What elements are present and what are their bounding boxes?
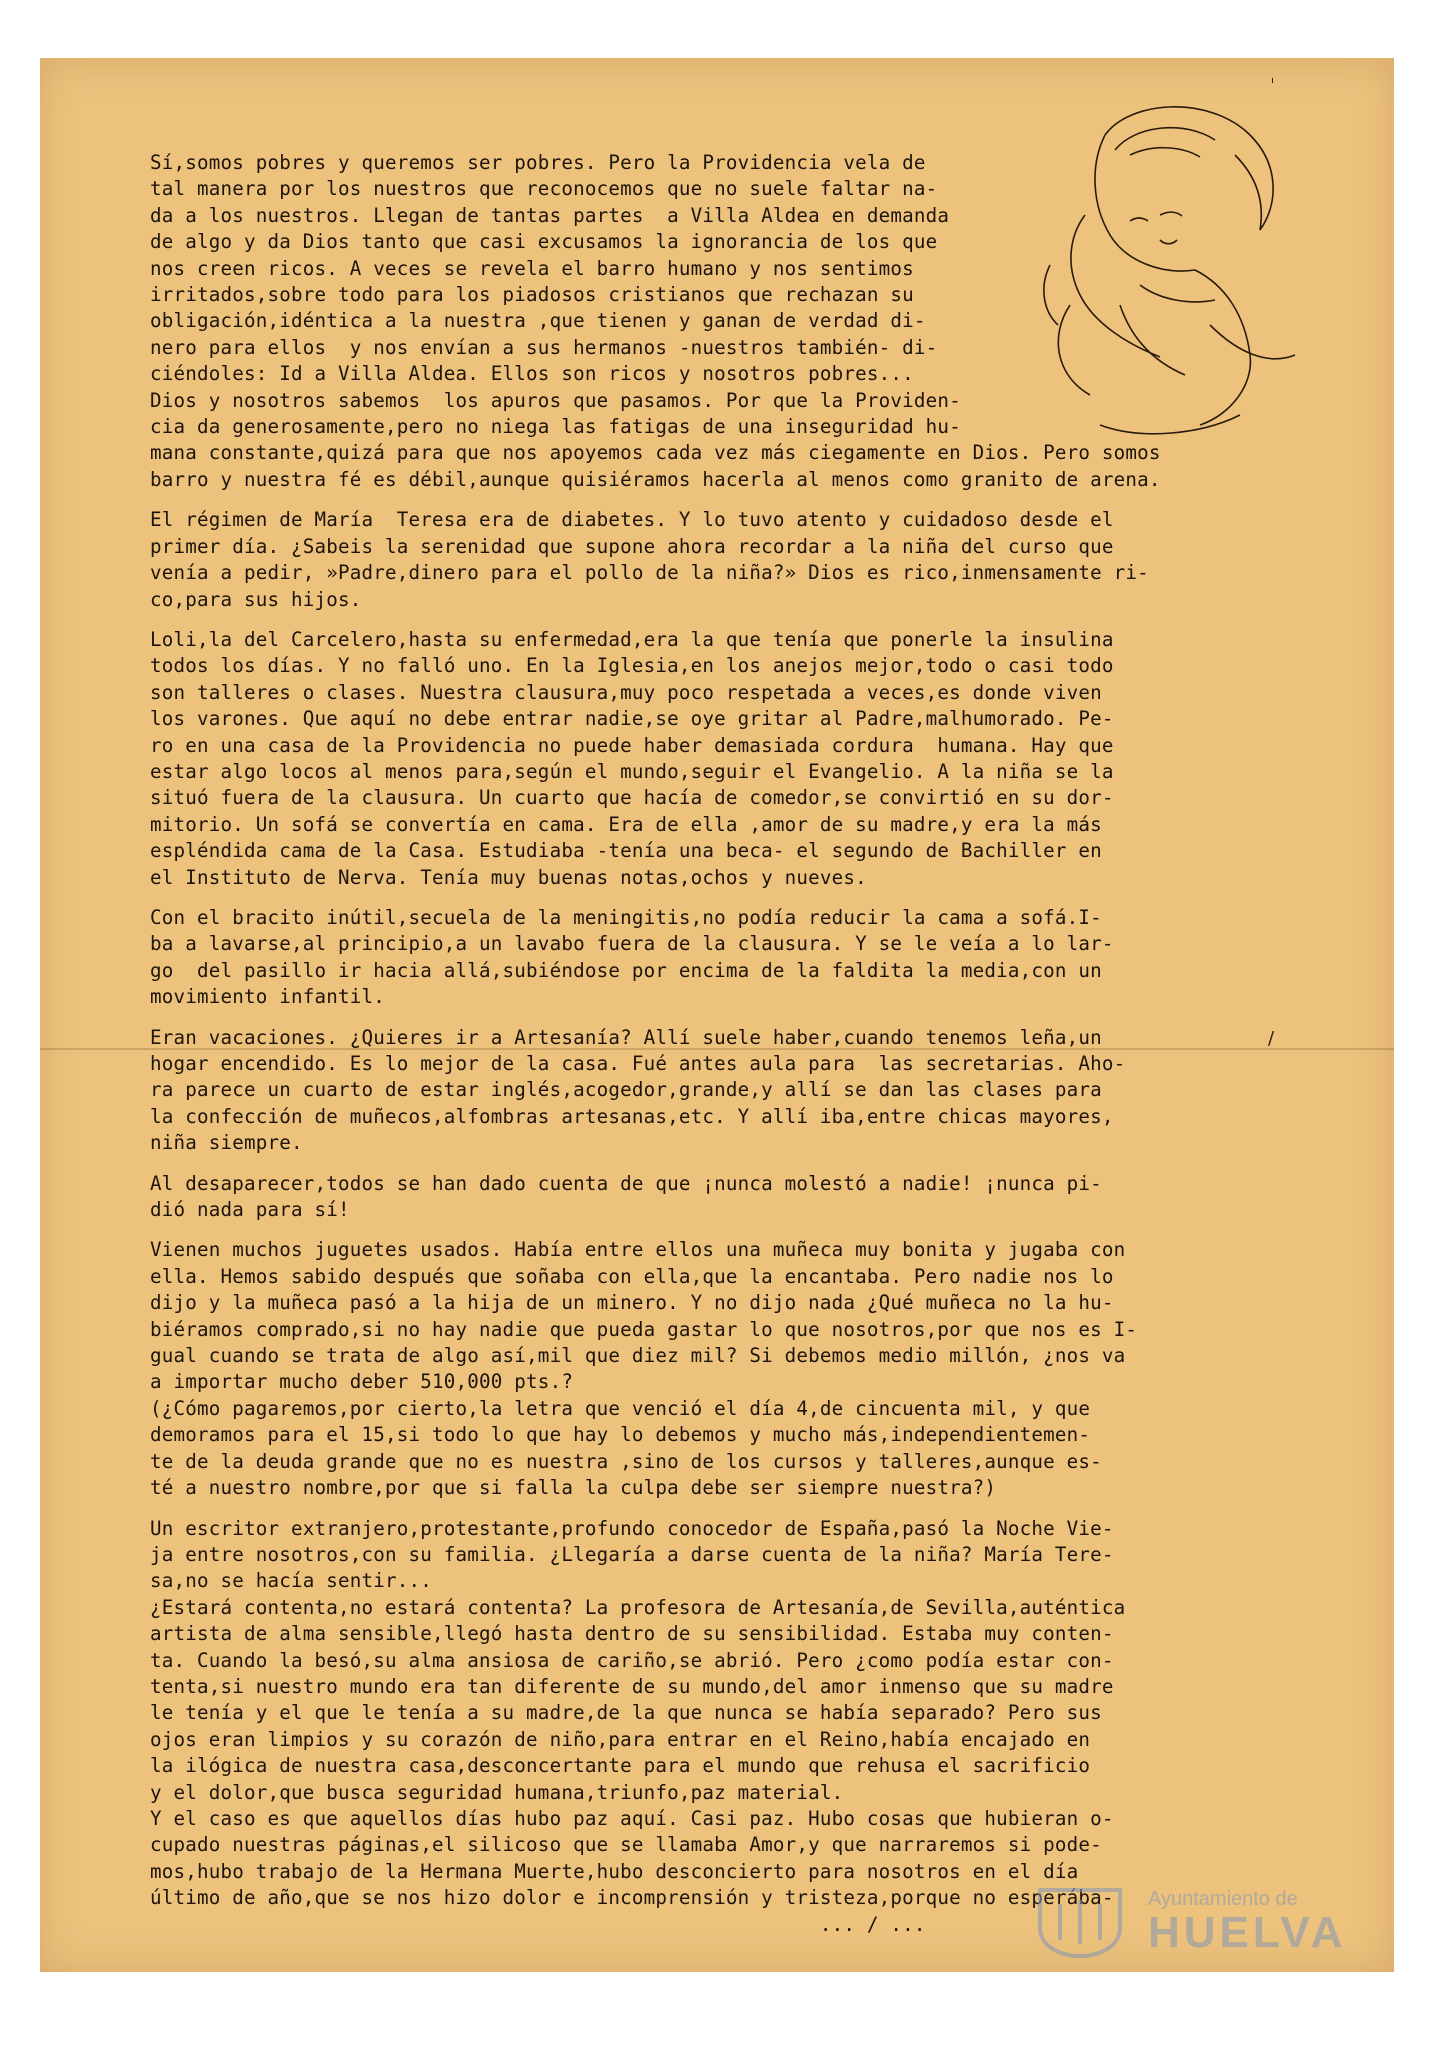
text-line: gual cuando se trata de algo así,mil que diez mil? Si debemos medio millón, ¿nos va	[150, 1344, 1126, 1368]
text-line: dijo y la muñeca pasó a la hija de un minero. Y no dijo nada ¿Qué muñeca no la hu-	[150, 1291, 1114, 1315]
text-line: último de año,que se nos hizo dolor e incomprensión y tristeza,porque no esperába-	[150, 1886, 1114, 1910]
paragraph	[150, 1171, 1270, 1224]
text-line: mos,hubo trabajo de la Hermana Muerte,hubo desconcierto para nosotros en el día	[150, 1859, 1079, 1883]
text-line: biéramos comprado,si no hay nadie que pueda gastar lo que nosotros,por que nos es I-	[150, 1317, 1138, 1341]
text-line: dió nada para sí!	[150, 1198, 350, 1222]
text-line: Vienen muchos juguetes usados. Había entre ellos una muñeca muy bonita y jugaba con	[150, 1238, 1126, 1262]
text-line: da a los nuestros. Llegan de tantas partes a Villa Aldea en demanda	[150, 203, 950, 227]
text-line: situó fuera de la clausura. Un cuarto que hacía de comedor,se convirtió en su dor-	[150, 786, 1114, 810]
paragraph	[150, 627, 1270, 891]
paragraph	[150, 150, 1270, 493]
text-line: mana constante,quizá para que nos apoyemos cada vez más ciegamente en Dios. Pero somos	[150, 441, 1161, 465]
text-line: Con el bracito inútil,secuela de la meningitis,no podía reducir la cama a sofá.I-	[150, 905, 1102, 929]
text-line: a importar mucho deber 510,000 pts.?	[150, 1370, 574, 1394]
text-line: co,para sus hijos.	[150, 587, 362, 611]
text-line: la ilógica de nuestra casa,desconcertante para el mundo que rehusa el sacrificio	[150, 1754, 1091, 1778]
text-line: de algo y da Dios tanto que casi excusamos la ignorancia de los que	[150, 230, 938, 254]
paragraph	[150, 1025, 1270, 1157]
city-shield-icon	[1030, 1884, 1130, 1960]
text-line: go del pasillo ir hacia allá,subiéndose por encima de la faldita la media,con un	[150, 958, 1102, 982]
text-line: niña siempre.	[150, 1131, 303, 1155]
huelva-watermark	[1030, 1882, 1360, 1962]
text-line: irritados,sobre todo para los piadosos cristianos que rechazan su	[150, 283, 914, 307]
text-line: primer día. ¿Sabeis la serenidad que supone ahora recordar a la niña del curso que	[150, 534, 1114, 558]
text-line: Un escritor extranjero,protestante,profundo conocedor de España,pasó la Noche Vie-	[150, 1516, 1114, 1540]
text-line: Eran vacaciones. ¿Quieres ir a Artesanía? Allí suele haber,cuando tenemos leña,un	[150, 1025, 1102, 1049]
text-line: le tenía y el que le tenía a su madre,de la que nunca se había separado? Pero sus	[150, 1701, 1102, 1725]
text-line: barro y nuestra fé es débil,aunque quisiéramos hacerla al menos como granito de arena.	[150, 467, 1161, 491]
paragraph	[150, 1237, 1270, 1501]
text-line: cia da generosamente,pero no niega las fatigas de una inseguridad hu-	[150, 415, 961, 439]
text-line: Dios y nosotros sabemos los apuros que pasamos. Por que la Providen-	[150, 388, 961, 412]
text-line: ba a lavarse,al principio,a un lavabo fuera de la clausura. Y se le veía a lo lar-	[150, 932, 1114, 956]
text-line: El régimen de María Teresa era de diabetes. Y lo tuvo atento y cuidadoso desde el	[150, 508, 1114, 532]
text-line: (¿Cómo pagaremos,por cierto,la letra que venció el día 4,de cincuenta mil, y que	[150, 1396, 1091, 1420]
text-line: mitorio. Un sofá se convertía en cama. Era de ella ,amor de su madre,y era la más	[150, 812, 1102, 836]
paragraph	[150, 1516, 1270, 1939]
text-line: Al desaparecer,todos se han dado cuenta de que ¡nunca molestó a nadie! ¡nunca pi-	[150, 1171, 1102, 1195]
text-line: té a nuestro nombre,por que si falla la culpa debe ser siempre nuestra?)	[150, 1476, 997, 1500]
text-line: Loli,la del Carcelero,hasta su enfermedad,era la que tenía que ponerle la insulina	[150, 627, 1114, 651]
letter-body-text	[150, 150, 1270, 1952]
text-line: la confección de muñecos,alfombras artesanas,etc. Y allí iba,entre chicas mayores,	[150, 1104, 1114, 1128]
text-line: ja entre nosotros,con su familia. ¿Llegaría a darse cuenta de la niña? María Tere-	[150, 1542, 1114, 1566]
text-line: el Instituto de Nerva. Tenía muy buenas notas,ochos y nueves.	[150, 865, 867, 889]
text-line: son talleres o clases. Nuestra clausura,muy poco respetada a veces,es donde viven	[150, 680, 1102, 704]
text-line: los varones. Que aquí no debe entrar nadie,se oye gritar al Padre,malhumorado. Pe-	[150, 707, 1114, 731]
text-line: todos los días. Y no falló uno. En la Iglesia,en los anejos mejor,todo o casi todo	[150, 654, 1114, 678]
watermark-line1: Ayuntamiento de	[1148, 1888, 1298, 1910]
paragraph	[150, 905, 1270, 1011]
text-line: venía a pedir, »Padre,dinero para el pollo de la niña?» Dios es rico,inmensamente ri-	[150, 561, 1149, 585]
text-line: sa,no se hacía sentir...	[150, 1569, 433, 1593]
text-line: ¿Estará contenta,no estará contenta? La profesora de Artesanía,de Sevilla,auténtica	[150, 1595, 1126, 1619]
text-line: Y el caso es que aquellos días hubo paz aquí. Casi paz. Hubo cosas que hubieran o-	[150, 1806, 1114, 1830]
text-line: cupado nuestras páginas,el silicoso que se llamaba Amor,y que narraremos si pode-	[150, 1833, 1102, 1857]
text-line: ... / ...	[150, 1912, 926, 1936]
paper-mark: /	[1268, 1028, 1275, 1049]
text-line: ojos eran limpios y su corazón de niño,para entrar en el Reino,había encajado en	[150, 1727, 1091, 1751]
text-line: nos creen ricos. A veces se revela el barro humano y nos sentimos	[150, 256, 914, 280]
text-line: movimiento infantil.	[150, 985, 386, 1009]
text-line: Sí,somos pobres y queremos ser pobres. Pero la Providencia vela de	[150, 151, 926, 174]
text-line: ella. Hemos sabido después que soñaba con ella,que la encantaba. Pero nadie nos lo	[150, 1264, 1114, 1288]
text-line: ciéndoles: Id a Villa Aldea. Ellos son ricos y nosotros pobres...	[150, 362, 914, 386]
paragraph	[150, 507, 1270, 613]
text-line: hogar encendido. Es lo mejor de la casa. Fué antes aula para las secretarias. Aho-	[150, 1052, 1126, 1075]
text-line: estar algo locos al menos para,según el mundo,seguir el Evangelio. A la niña se la	[150, 759, 1114, 783]
text-line: tal manera por los nuestros que reconocemos que no suele faltar na-	[150, 177, 938, 201]
text-line: te de la deuda grande que no es nuestra ,sino de los cursos y talleres,aunque es-	[150, 1449, 1102, 1473]
text-line: obligación,idéntica a la nuestra ,que tienen y ganan de verdad di-	[150, 309, 926, 333]
text-line: demoramos para el 15,si todo lo que hay lo debemos y mucho más,independientemen-	[150, 1423, 1091, 1447]
text-line: artista de alma sensible,llegó hasta dentro de su sensibilidad. Estaba muy conten-	[150, 1622, 1114, 1646]
text-line: ro en una casa de la Providencia no puede haber demasiada cordura humana. Hay que	[150, 733, 1114, 757]
text-line: ra parece un cuarto de estar inglés,acogedor,grande,y allí se dan las clases para	[150, 1078, 1102, 1102]
text-line: nero para ellos y nos envían a sus hermanos -nuestros también- di-	[150, 335, 938, 359]
text-line: ta. Cuando la besó,su alma ansiosa de cariño,se abrió. Pero ¿como podía estar con-	[150, 1648, 1114, 1672]
text-line: y el dolor,que busca seguridad humana,triunfo,paz material.	[150, 1780, 844, 1804]
text-line: tenta,si nuestro mundo era tan diferente de su mundo,del amor inmenso que su madre	[150, 1674, 1114, 1698]
watermark-line2: HUELVA	[1148, 1908, 1347, 1957]
text-line: espléndida cama de la Casa. Estudiaba -tenía una beca- el segundo de Bachiller en	[150, 839, 1102, 863]
